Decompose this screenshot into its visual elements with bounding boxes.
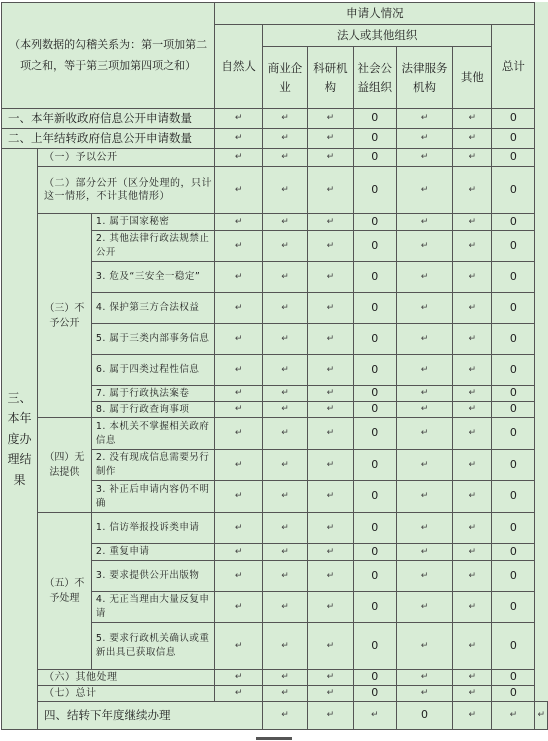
cell: ↵ <box>453 592 492 623</box>
cell: ↵ <box>396 418 452 450</box>
cell: 0 <box>492 214 535 231</box>
cell: ↵ <box>307 386 353 402</box>
statistics-table <box>1 2 548 730</box>
cell: ↵ <box>307 592 353 623</box>
row-label: 3. 危及“三安全一稳定” <box>91 262 214 293</box>
row-label: （四）无法提供 <box>37 418 91 513</box>
table-row <box>2 513 548 544</box>
cell: ↵ <box>215 262 263 293</box>
cell: ↵ <box>263 355 308 386</box>
row-label: 1. 属于国家秘密 <box>91 214 214 231</box>
row-label: 6. 属于四类过程性信息 <box>91 355 214 386</box>
cell: ↵ <box>307 402 353 418</box>
header-applicant: 申请人情况 <box>215 3 535 25</box>
row-label: 一、本年新收政府信息公开申请数量 <box>2 109 215 129</box>
cell: ↵ <box>396 129 452 149</box>
cell: 0 <box>492 561 535 592</box>
table-row <box>2 167 548 214</box>
cell: ↵ <box>215 418 263 450</box>
cell: 0 <box>353 513 396 544</box>
header-research: 科研机构 <box>307 47 353 109</box>
cell: 0 <box>353 109 396 129</box>
row-label: 1. 本机关不掌握相关政府信息 <box>91 418 214 450</box>
cell: ↵ <box>396 450 452 481</box>
cell: ↵ <box>353 702 396 730</box>
cell: ↵ <box>453 544 492 561</box>
cell: ↵ <box>453 129 492 149</box>
cell: 0 <box>492 355 535 386</box>
cell: ↵ <box>453 109 492 129</box>
cell: 0 <box>353 418 396 450</box>
cell: 0 <box>353 129 396 149</box>
cell: 0 <box>492 592 535 623</box>
cell: 0 <box>353 149 396 167</box>
cell: ↵ <box>263 149 308 167</box>
cell: ↵ <box>396 592 452 623</box>
cell: 0 <box>492 293 535 324</box>
cell: ↵ <box>453 402 492 418</box>
cell: ↵ <box>307 623 353 670</box>
cell: ↵ <box>453 293 492 324</box>
cell: 0 <box>353 481 396 513</box>
cell: ↵ <box>307 214 353 231</box>
cell: ↵ <box>215 149 263 167</box>
cell: ↵ <box>263 262 308 293</box>
cell: ↵ <box>396 513 452 544</box>
header-commercial: 商业企业 <box>263 47 308 109</box>
cell: ↵ <box>307 513 353 544</box>
cell: ↵ <box>396 561 452 592</box>
cell: ↵ <box>396 355 452 386</box>
row-label: （二）部分公开（区分处理的，只计这一情形，不计其他情形） <box>37 167 214 214</box>
cell: 0 <box>492 686 535 702</box>
cell: ↵ <box>215 513 263 544</box>
cell: ↵ <box>263 592 308 623</box>
cell: ↵ <box>307 481 353 513</box>
row-label: （一）予以公开 <box>37 149 214 167</box>
row-label: 四、结转下年度继续办理 <box>37 702 262 730</box>
cell: ↵ <box>396 481 452 513</box>
cell: ↵ <box>215 402 263 418</box>
cell: ↵ <box>453 686 492 702</box>
cell: ↵ <box>453 481 492 513</box>
cell: ↵ <box>215 109 263 129</box>
row-label: 5. 要求行政机关确认或重新出具已获取信息 <box>91 623 214 670</box>
cell: ↵ <box>215 450 263 481</box>
cell: ↵ <box>396 670 452 686</box>
header-note: （本列数据的勾稽关系为：第一项加第二项之和，等于第三项加第四项之和） <box>2 3 215 109</box>
header-social: 社会公益组织 <box>353 47 396 109</box>
cell: ↵ <box>453 561 492 592</box>
cell: ↵ <box>263 686 308 702</box>
cell: 0 <box>492 418 535 450</box>
cell: ↵ <box>307 231 353 262</box>
row-label: （五）不予处理 <box>37 513 91 670</box>
cell: ↵ <box>453 214 492 231</box>
cell: 0 <box>492 450 535 481</box>
row-label: 2. 没有现成信息需要另行制作 <box>91 450 214 481</box>
cell: ↵ <box>307 418 353 450</box>
cell: 0 <box>353 386 396 402</box>
cell: 0 <box>492 167 535 214</box>
cell: ↵ <box>263 670 308 686</box>
header-legal-service: 法律服务机构 <box>396 47 452 109</box>
cell: ↵ <box>535 702 548 730</box>
cell: ↵ <box>307 544 353 561</box>
cell: ↵ <box>307 167 353 214</box>
cell: ↵ <box>263 324 308 355</box>
cell: ↵ <box>307 450 353 481</box>
table-row <box>2 149 548 167</box>
cell: ↵ <box>307 129 353 149</box>
cell: ↵ <box>396 262 452 293</box>
cell: ↵ <box>453 702 492 730</box>
row-label: 二、上年结转政府信息公开申请数量 <box>2 129 215 149</box>
cell: ↵ <box>263 231 308 262</box>
header-other: 其他 <box>453 47 492 109</box>
cell: 0 <box>492 386 535 402</box>
cell: ↵ <box>453 623 492 670</box>
cell: 0 <box>353 561 396 592</box>
cell: ↵ <box>263 109 308 129</box>
cell: ↵ <box>215 670 263 686</box>
cell: ↵ <box>453 670 492 686</box>
cell: 0 <box>353 686 396 702</box>
cell: ↵ <box>396 623 452 670</box>
cell: ↵ <box>307 702 353 730</box>
cell: ↵ <box>396 686 452 702</box>
cell: 0 <box>353 670 396 686</box>
cell: ↵ <box>453 324 492 355</box>
cell: ↵ <box>263 544 308 561</box>
cell: ↵ <box>396 324 452 355</box>
cell: 0 <box>492 262 535 293</box>
header-natural-person: 自然人 <box>215 25 263 109</box>
row-label: 2. 重复申请 <box>91 544 214 561</box>
cell: 0 <box>353 402 396 418</box>
cell: 0 <box>492 623 535 670</box>
cell: ↵ <box>215 481 263 513</box>
row-label: （七）总计 <box>37 686 214 702</box>
cell: 0 <box>492 109 535 129</box>
cell: ↵ <box>492 702 535 730</box>
cell: 0 <box>353 592 396 623</box>
cell: ↵ <box>396 402 452 418</box>
cell: ↵ <box>307 262 353 293</box>
cell: ↵ <box>215 231 263 262</box>
row-label: 7. 属于行政执法案卷 <box>91 386 214 402</box>
cell: ↵ <box>453 513 492 544</box>
row-label: 5. 属于三类内部事务信息 <box>91 324 214 355</box>
row-label: 1. 信访举报投诉类申请 <box>91 513 214 544</box>
cell: ↵ <box>215 214 263 231</box>
cell: ↵ <box>453 149 492 167</box>
table-row <box>2 702 548 730</box>
cell: ↵ <box>263 450 308 481</box>
cell: ↵ <box>453 355 492 386</box>
cell: 0 <box>492 513 535 544</box>
cell: ↵ <box>453 231 492 262</box>
table-row <box>2 109 548 129</box>
table-row <box>2 129 548 149</box>
cell: 0 <box>396 702 452 730</box>
cell: ↵ <box>263 386 308 402</box>
cell: ↵ <box>453 386 492 402</box>
cell: ↵ <box>215 592 263 623</box>
cell: 0 <box>353 293 396 324</box>
cell: 0 <box>353 623 396 670</box>
cell: 0 <box>353 262 396 293</box>
cell: ↵ <box>396 214 452 231</box>
cell: ↵ <box>396 544 452 561</box>
cell: ↵ <box>307 355 353 386</box>
cell: 0 <box>492 324 535 355</box>
cell: ↵ <box>307 670 353 686</box>
row-label: 4. 无正当理由大量反复申请 <box>91 592 214 623</box>
cell: 0 <box>492 481 535 513</box>
row-label: 3. 要求提供公开出版物 <box>91 561 214 592</box>
cell: ↵ <box>263 418 308 450</box>
row-label: 3. 补正后申请内容仍不明确 <box>91 481 214 513</box>
cell: ↵ <box>307 686 353 702</box>
cell: 0 <box>353 450 396 481</box>
cell: 0 <box>353 167 396 214</box>
cell: ↵ <box>307 324 353 355</box>
cell: 0 <box>353 214 396 231</box>
cell: ↵ <box>215 355 263 386</box>
header-total: 总计 <box>492 25 535 109</box>
cell: ↵ <box>263 702 308 730</box>
cell: ↵ <box>215 129 263 149</box>
page-divider <box>256 737 292 740</box>
cell: 0 <box>353 355 396 386</box>
cell: ↵ <box>263 214 308 231</box>
cell: ↵ <box>396 231 452 262</box>
cell: ↵ <box>263 513 308 544</box>
cell: ↵ <box>215 386 263 402</box>
cell: ↵ <box>307 149 353 167</box>
cell: 0 <box>492 231 535 262</box>
table-row <box>2 686 548 702</box>
cell: ↵ <box>215 623 263 670</box>
cell: ↵ <box>307 293 353 324</box>
cell: ↵ <box>215 544 263 561</box>
cell: ↵ <box>307 561 353 592</box>
cell: ↵ <box>396 109 452 129</box>
cell: ↵ <box>215 561 263 592</box>
header-legal-group: 法人或其他组织 <box>263 25 492 47</box>
cell: ↵ <box>396 293 452 324</box>
cell: ↵ <box>263 623 308 670</box>
row-label: （三）不予公开 <box>37 214 91 418</box>
cell: ↵ <box>453 167 492 214</box>
row-label: 4. 保护第三方合法权益 <box>91 293 214 324</box>
row-label: 2. 其他法律行政法规禁止公开 <box>91 231 214 262</box>
cell: ↵ <box>215 686 263 702</box>
cell: ↵ <box>263 402 308 418</box>
row-label: 8. 属于行政查询事项 <box>91 402 214 418</box>
cell: ↵ <box>263 129 308 149</box>
cell: ↵ <box>396 149 452 167</box>
cell: 0 <box>492 129 535 149</box>
cell: 0 <box>492 670 535 686</box>
cell: ↵ <box>307 109 353 129</box>
cell: ↵ <box>396 386 452 402</box>
cell: ↵ <box>453 418 492 450</box>
row-label: （六）其他处理 <box>37 670 214 686</box>
cell: 0 <box>492 402 535 418</box>
cell: ↵ <box>263 293 308 324</box>
cell: 0 <box>492 544 535 561</box>
cell: ↵ <box>453 450 492 481</box>
cell: 0 <box>353 544 396 561</box>
cell: ↵ <box>215 324 263 355</box>
table-row <box>2 214 548 231</box>
row-label: 三、本年度办理结果 <box>2 149 38 730</box>
cell: ↵ <box>263 481 308 513</box>
cell: ↵ <box>453 262 492 293</box>
cell: ↵ <box>215 293 263 324</box>
cell: ↵ <box>263 561 308 592</box>
table-row <box>2 670 548 686</box>
cell: ↵ <box>263 167 308 214</box>
cell: ↵ <box>215 167 263 214</box>
table-row <box>2 418 548 450</box>
cell: 0 <box>353 324 396 355</box>
cell: 0 <box>353 231 396 262</box>
cell: 0 <box>492 149 535 167</box>
cell: ↵ <box>396 167 452 214</box>
